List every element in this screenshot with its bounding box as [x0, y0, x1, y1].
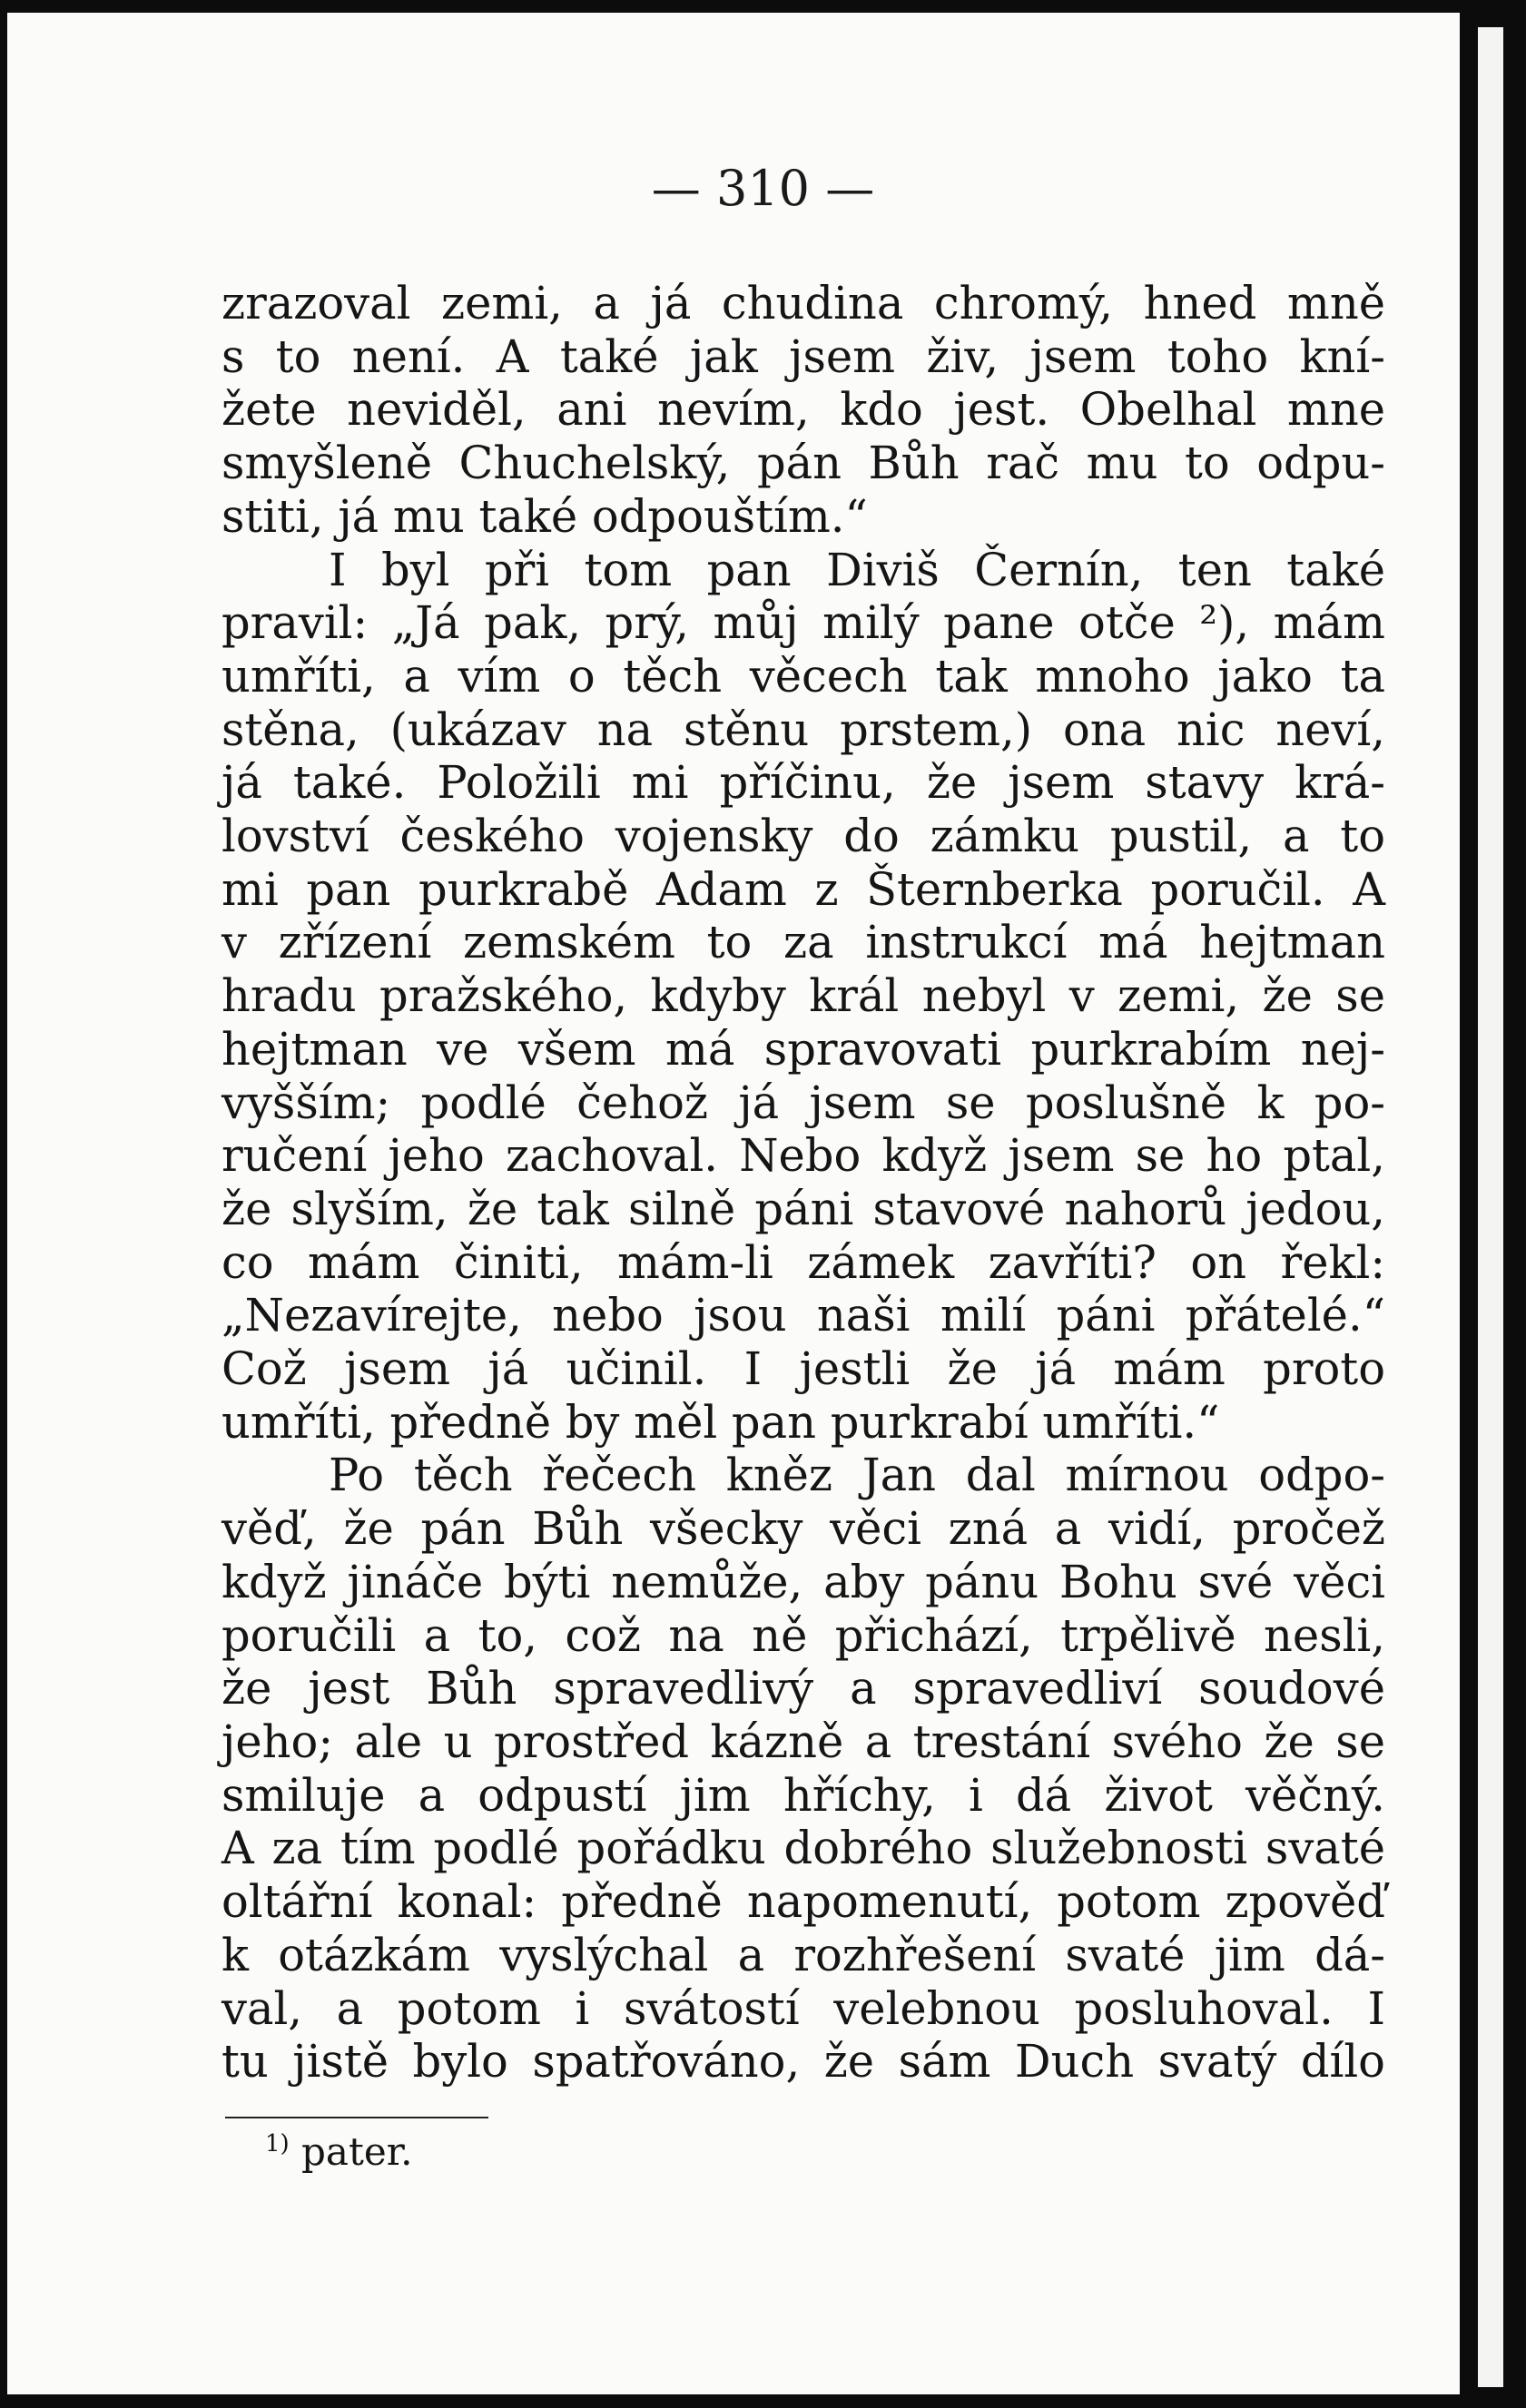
- text-line: stiti, já mu také odpouštím.“: [222, 489, 868, 543]
- text-line: val, a potom i svátostí velebnou posluhoval. I: [222, 1981, 1385, 2035]
- footnote-text: pater.: [301, 2129, 413, 2174]
- text-line: I byl při tom pan Diviš Černín, ten také: [329, 543, 1385, 596]
- text-line: mi pan purkrabě Adam z Šternberka poručil. A: [222, 862, 1385, 916]
- text-line: Což jsem já učinil. I jestli že já mám proto: [222, 1342, 1385, 1396]
- text-line: když jináče býti nemůže, aby pánu Bohu své věci: [222, 1555, 1385, 1608]
- text-line: k otázkám vyslýchal a rozhřešení svaté jim dá-: [222, 1928, 1385, 1981]
- text-line: co mám činiti, mám-li zámek zavříti? on řekl:: [222, 1235, 1385, 1289]
- text-line: žete neviděl, ani nevím, kdo jest. Obelhal mne: [222, 383, 1385, 437]
- text-line: umříti, předně by měl pan purkrabí umříti.“: [222, 1395, 1220, 1449]
- text-line: hradu pražského, kdyby král nebyl v zemi, že se: [222, 969, 1385, 1023]
- text-line: že slyším, že tak silně páni stavové nahorů jedou,: [222, 1182, 1385, 1235]
- footnote-divider: [225, 2117, 488, 2118]
- body-text: [222, 277, 1385, 2089]
- text-line: „Nezavírejte, nebo jsou naši milí páni přátelé.“: [222, 1289, 1385, 1342]
- text-line: s to není. A také jak jsem živ, jsem toho kní-: [222, 329, 1385, 383]
- text-line: já také. Položili mi příčinu, že jsem stavy krá-: [222, 756, 1385, 810]
- text-line: tu jistě bylo spatřováno, že sám Duch svatý dílo: [222, 2035, 1385, 2089]
- text-line: smyšleně Chuchelský, pán Bůh rač mu to odpu-: [222, 437, 1385, 490]
- text-line: jeho; ale u prostřed kázně a trestání svého že se: [222, 1715, 1385, 1768]
- text-line: oltářní konal: předně napomenutí, potom zpověď: [222, 1875, 1385, 1929]
- footnote: [265, 2126, 413, 2178]
- text-line: smiluje a odpustí jim hříchy, i dá život věčný.: [222, 1768, 1385, 1822]
- text-line: A za tím podlé pořádku dobrého služebnosti svaté: [222, 1822, 1385, 1875]
- text-line: lovství českého vojensky do zámku pustil, a to: [222, 810, 1385, 863]
- text-line: věď, že pán Bůh všecky věci zná a vidí, pročež: [222, 1502, 1385, 1556]
- text-line: poručili a to, což na ně přichází, trpělivě nesli,: [222, 1608, 1385, 1662]
- text-line: že jest Bůh spravedlivý a spravedliví soudové: [222, 1662, 1385, 1715]
- text-line: hejtman ve všem má spravovati purkrabím nej-: [222, 1022, 1385, 1076]
- text-line: v zřízení zemském to za instrukcí má hejtman: [222, 916, 1385, 969]
- footnote-marker: 1): [265, 2130, 290, 2157]
- text-line: Po těch řečech kněz Jan dal mírnou odpo-: [329, 1449, 1385, 1502]
- page-number: — 310 —: [651, 160, 875, 217]
- text-line: stěna, (ukázav na stěnu prstem,) ona nic neví,: [222, 703, 1385, 756]
- text-line: zrazoval zemi, a já chudina chromý, hned mně: [222, 277, 1385, 329]
- text-line: vyšším; podlé čehož já jsem se poslušně k po-: [222, 1076, 1385, 1129]
- next-page-edge: [1478, 27, 1503, 2387]
- text-line: umříti, a vím o těch věcech tak mnoho jako ta: [222, 649, 1385, 703]
- text-line: pravil: „Já pak, prý, můj milý pane otče ²), mám: [222, 596, 1385, 650]
- text-line: ručení jeho zachoval. Nebo když jsem se ho ptal,: [222, 1129, 1385, 1183]
